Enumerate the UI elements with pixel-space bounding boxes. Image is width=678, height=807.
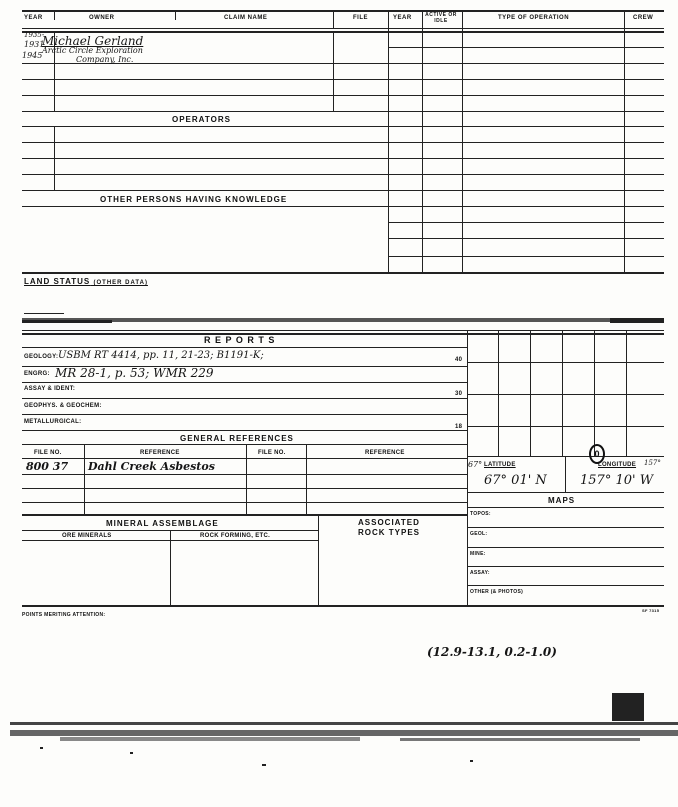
reports-heading: R E P O R T S (204, 335, 276, 345)
metallurgical-num: 18 (455, 424, 463, 430)
owner-year-2: 1931 (24, 40, 45, 49)
coordinates-note: (12.9-13.1, 0.2-1.0) (427, 645, 557, 659)
circle-mark (589, 444, 605, 464)
maps-geol: GEOL: (470, 531, 488, 537)
header-file: FILE (353, 15, 368, 21)
form-number: SF 7315 (642, 608, 660, 613)
owner-name-1: Michael Gerland (42, 34, 144, 48)
points-meriting-attention: POINTS MERITING ATTENTION: (22, 612, 106, 618)
header-type-operation: TYPE OF OPERATION (498, 15, 570, 21)
operators-heading: OPERATORS (172, 115, 231, 124)
other-persons-heading: OTHER PERSONS HAVING KNOWLEDGE (100, 195, 288, 204)
latitude-prefix: 67° (468, 460, 483, 469)
land-status-label: LAND STATUS (24, 277, 91, 286)
land-status-heading (24, 277, 148, 286)
ref-header-file-no-2: FILE NO. (258, 450, 286, 456)
ref-reference-value: Dahl Creek Asbestos (88, 460, 215, 473)
rock-forming-header: ROCK FORMING, ETC. (200, 533, 271, 539)
header-crew: CREW (633, 15, 654, 21)
latitude-label: LATITUDE (484, 462, 516, 468)
maps-mine: MINE: (470, 551, 486, 557)
owner-name-3: Company, Inc. (76, 55, 134, 64)
header-owner: OWNER (89, 15, 115, 21)
geophys-label: GEOPHYS. & GEOCHEM: (24, 403, 102, 409)
ref-header-reference-1: REFERENCE (140, 450, 180, 456)
maps-heading: MAPS (548, 496, 576, 505)
maps-other: OTHER (& PHOTOS) (470, 589, 524, 595)
associated-heading: ASSOCIATED (358, 518, 420, 527)
header-claim-name: CLAIM NAME (224, 15, 268, 21)
header-year: YEAR (24, 15, 43, 21)
geology-value: USBM RT 4414, pp. 11, 21-23; B1191-K; (58, 350, 264, 361)
engrg-label: ENGRG: (24, 371, 50, 377)
general-references-heading: GENERAL REFERENCES (180, 434, 294, 443)
circle-mark-text: 0 (594, 449, 600, 459)
assay-label: ASSAY & IDENT: (24, 386, 76, 392)
longitude-label: LONGITUDE (598, 462, 637, 468)
maps-topos: TOPOS: (470, 511, 491, 517)
land-status-sub: (OTHER DATA) (93, 280, 148, 286)
longitude-suffix: 157° (644, 459, 661, 467)
owner-year-3: 1945 (22, 51, 43, 60)
ref-header-file-no-1: FILE NO. (34, 450, 62, 456)
mineral-assemblage-heading: MINERAL ASSEMBLAGE (106, 519, 219, 528)
rock-types-heading: ROCK TYPES (358, 528, 421, 537)
header-year-2: YEAR (393, 15, 412, 21)
geology-num: 40 (455, 357, 463, 363)
ref-header-reference-2: REFERENCE (365, 450, 405, 456)
header-active-idle: ACTIVE OR IDLE (425, 12, 457, 24)
owner-year-1: 1935- (24, 31, 45, 39)
ore-minerals-header: ORE MINERALS (62, 533, 112, 539)
maps-assay: ASSAY: (470, 570, 490, 576)
ref-file-no-value: 800 37 (26, 460, 69, 473)
geology-label: GEOLOGY: (24, 354, 59, 360)
owner-name-2: Arctic Circle Exploration (42, 46, 143, 55)
assay-num: 30 (455, 391, 463, 397)
latitude-value: 67° 01' N (484, 473, 547, 488)
metallurgical-label: METALLURGICAL: (24, 419, 82, 425)
engrg-value: MR 28-1, p. 53; WMR 229 (55, 366, 214, 380)
longitude-value: 157° 10' W (580, 473, 654, 488)
